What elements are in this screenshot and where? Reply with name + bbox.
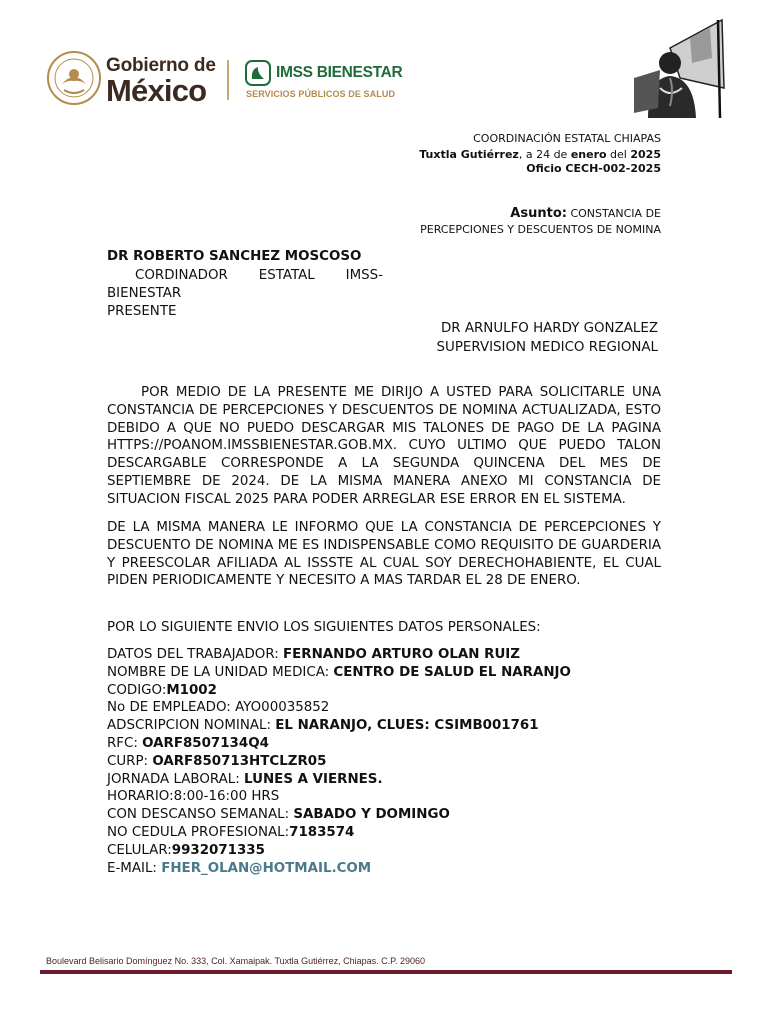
- personal-data-row: [107, 682, 707, 700]
- field-label: HORARIO:: [107, 789, 174, 805]
- recipient-title-b: ESTATAL: [258, 268, 315, 283]
- recipient-title-line2: BIENESTAR: [107, 285, 182, 301]
- field-label: ADSCRIPCION NOMINAL:: [107, 718, 276, 734]
- field-value: EL NARANJO, CLUES: CSIMB001761: [275, 718, 539, 734]
- personal-data-row: [107, 753, 707, 771]
- field-value: M1002: [166, 682, 217, 698]
- oficio-number: [526, 162, 661, 177]
- field-value: 8:00-16:00 HRS: [173, 789, 280, 805]
- date-month: enero: [570, 148, 607, 161]
- personal-data-row: [107, 824, 707, 842]
- asunto-label: Asunto:: [510, 206, 567, 221]
- recipient-title-c: IMSS-: [345, 268, 383, 283]
- coordination-line: COORDINACIÓN ESTATAL CHIAPAS: [473, 132, 661, 145]
- gob-logo-line1: Gobierno de: [106, 55, 216, 76]
- field-value: AYO00035852: [235, 700, 330, 716]
- personal-data-row: [107, 771, 707, 789]
- personal-data-row: [107, 717, 707, 735]
- field-value: OARF850713HTCLZR05: [152, 753, 327, 769]
- date-del: del: [606, 148, 631, 161]
- field-value: 9932071335: [171, 842, 265, 858]
- date-year: 2025: [630, 148, 661, 161]
- field-label: RFC:: [107, 735, 143, 751]
- asunto-line2: PERCEPCIONES Y DESCUENTOS DE NOMINA: [420, 223, 661, 236]
- date-mid: , a 24 de: [518, 148, 571, 161]
- recipient-title: [107, 267, 383, 320]
- gob-logo-line2: México: [106, 73, 207, 108]
- asunto-text1: CONSTANCIA DE: [570, 207, 661, 220]
- personal-data-row: [107, 664, 707, 682]
- field-label: NOMBRE DE LA UNIDAD MEDICA:: [107, 664, 334, 680]
- logo-divider: [227, 60, 229, 100]
- personal-data-row: [107, 699, 707, 717]
- field-value: LUNES A VIERNES.: [244, 771, 383, 787]
- personal-data-row: [107, 806, 707, 824]
- field-label: CON DESCANSO SEMANAL:: [107, 807, 294, 823]
- asunto-line1: [510, 206, 661, 222]
- woman-with-flag-illustration: [630, 18, 726, 120]
- recipient-title-a: CORDINADOR: [135, 268, 228, 283]
- field-label: CURP:: [107, 753, 153, 769]
- body-paragraph-2: DE LA MISMA MANERA LE INFORMO QUE LA CONSTANCIA DE PERCEPCIONES Y DESCUENTO DE NOMINA ME ES INDISPENSABLE COMO REQUISITO DE GUARDERIA Y PREESCOLAR AFILIADA AL ISSSTE AL CUAL SOY DERECHOHABIENTE, EL CUAL PIDEN PERIODICAMENTE Y NECESITO A MAS TARDAR EL 28 DE ENERO.: [107, 520, 661, 589]
- cc-name: DR ARNULFO HARDY GONZALEZ: [440, 321, 658, 336]
- field-value: 7183574: [289, 824, 355, 840]
- body-paragraph-3: POR LO SIGUIENTE ENVIO LOS SIGUIENTES DATOS PERSONALES:: [107, 620, 541, 635]
- date-city: Tuxtla Gutiérrez: [419, 148, 519, 161]
- field-value: FERNANDO ARTURO OLAN RUIZ: [283, 647, 521, 662]
- imss-bienestar-icon: [245, 60, 271, 86]
- field-label: CODIGO:: [107, 682, 167, 698]
- footer-divider: [40, 970, 732, 974]
- personal-data-list: [107, 646, 707, 877]
- email-link[interactable]: FHER_OLAN@HOTMAIL.COM: [161, 860, 372, 876]
- date-line: [419, 148, 661, 163]
- field-value: SABADO Y DOMINGO: [293, 807, 450, 823]
- field-label: JORNADA LABORAL:: [107, 771, 245, 787]
- field-label: CELULAR:: [107, 842, 172, 858]
- recipient-presente: PRESENTE: [107, 303, 177, 319]
- personal-data-row: [107, 788, 707, 806]
- personal-data-row: [107, 735, 707, 753]
- footer-address: Boulevard Belisario Domínguez No. 333, Col. Xamaipak. Tuxtla Gutiérrez, Chiapas. C.P. 29060: [46, 956, 426, 966]
- field-value: OARF8507134Q4: [142, 735, 269, 751]
- field-label: DATOS DEL TRABAJADOR:: [107, 647, 283, 662]
- gobierno-de-mexico-logo: [106, 56, 216, 106]
- field-label: E-MAIL:: [107, 860, 162, 876]
- body-paragraph-1: POR MEDIO DE LA PRESENTE ME DIRIJO A USTED PARA SOLICITARLE UNA CONSTANCIA DE PERCEPCIONES Y DESCUENTOS DE NOMINA ACTUALIZADA, ESTO DEBIDO A QUE NO PUEDO DESCARGAR MIS TALONES DE PAGO DE LA PAGINA HTTPS://POANOM.IMSSBIENESTAR.GOB.MX. CUYO ULTIMO QUE PUEDO TALON DESCARGABLE CORRESPONDE A LA SEGUNDA QUINCENA DEL MES DE SEPTIEMBRE DE 2024. DE LA MISMA MANERA ANEXO MI CONSTANCIA DE SITUACION FISCAL 2025 PARA PODER ARREGLAR ESE ERROR EN EL SISTEMA.: [107, 385, 661, 507]
- field-label: No DE EMPLEADO:: [107, 700, 236, 716]
- personal-data-row: [107, 860, 707, 878]
- field-value: CENTRO DE SALUD EL NARANJO: [333, 664, 571, 680]
- imss-bienestar-name: IMSS BIENESTAR: [276, 64, 403, 81]
- field-label: NO CEDULA PROFESIONAL:: [107, 824, 290, 840]
- oficio-text: Oficio CECH-002-2025: [526, 162, 661, 175]
- recipient-name: DR ROBERTO SANCHEZ MOSCOSO: [107, 249, 362, 264]
- cc-title: SUPERVISION MEDICO REGIONAL: [436, 340, 658, 355]
- personal-data-row: [107, 646, 707, 664]
- imss-bienestar-subtitle: SERVICIOS PÚBLICOS DE SALUD: [246, 89, 396, 99]
- mexico-seal-icon: [46, 50, 102, 106]
- personal-data-row: [107, 842, 707, 860]
